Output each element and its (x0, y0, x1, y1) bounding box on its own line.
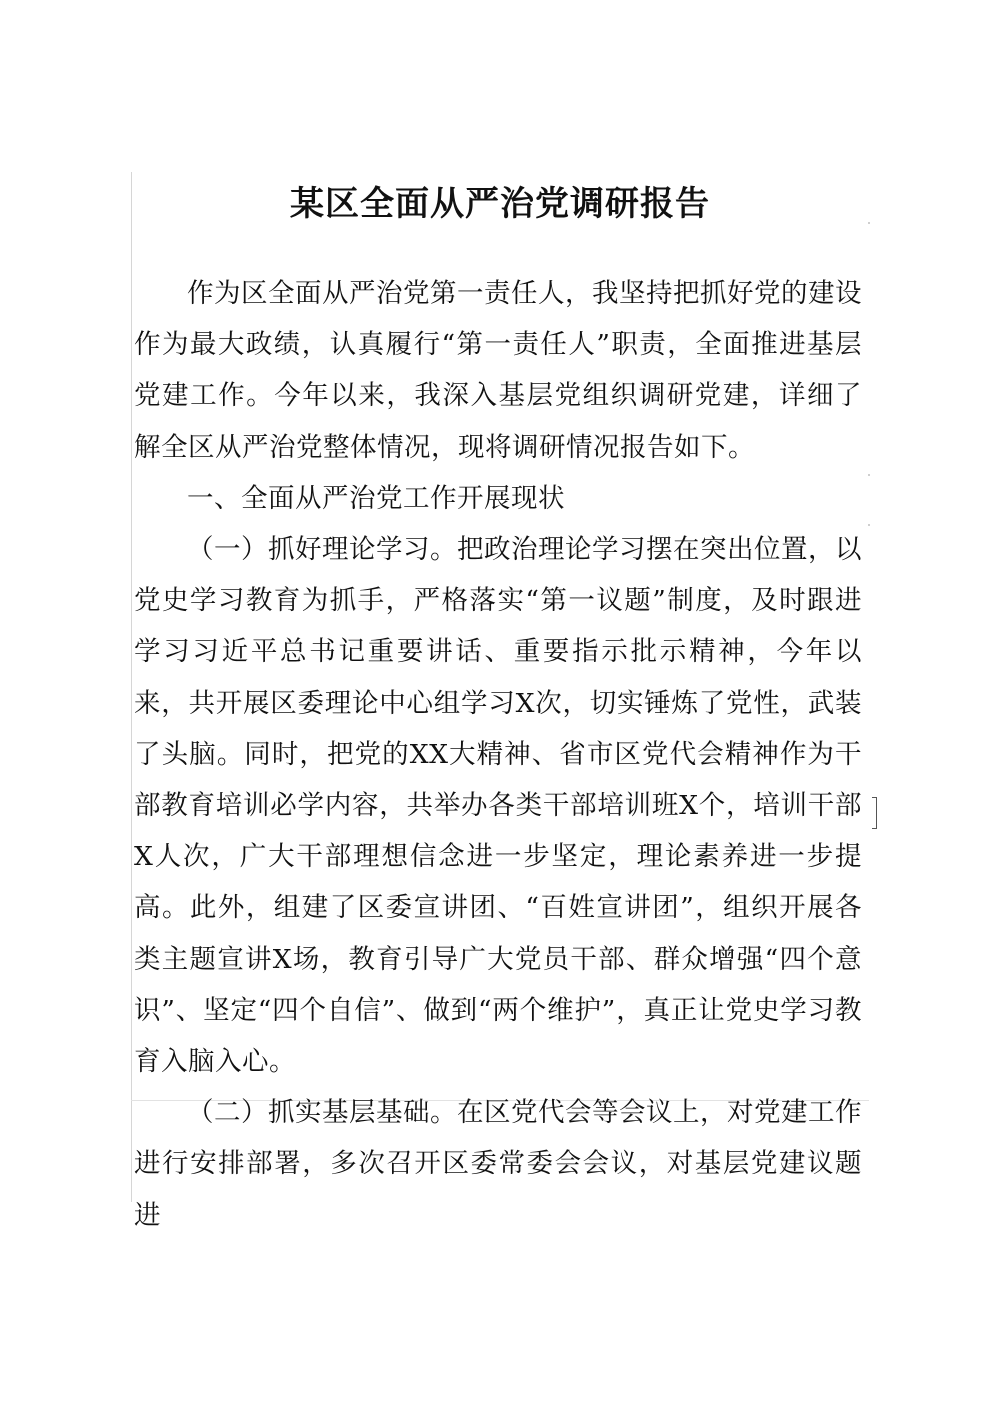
margin-mark (868, 524, 870, 526)
document-title: 某区全面从严治党调研报告 (290, 184, 710, 224)
bracket-mark (872, 797, 877, 829)
margin-mark (868, 474, 870, 476)
section-heading: 一、全面从严治党工作开展现状 (187, 482, 565, 514)
subsection-paragraph-1: （一）抓好理论学习。把政治理论学习摆在突出位置，以党史学习教育为抓手，严格落实“第一议题”制度，及时跟进学习习近平总书记重要讲话、重要指示批示精神，今年以来，共开展区委理论中心组学习X次，切实锤炼了党性，武装了头脑。同时，把党的XX大精神、省市区党代会精神作为干部教育培训必学内容，共举办各类干部培训班X个，培训干部X人次，广大干部理想信念进一步坚定，理论素养进一步提高。此外，组建了区委宣讲团、“百姓宣讲团”，组织开展各类主题宣讲X场，教育引导广大党员干部、群众增强“四个意识”、坚定“四个自信”、做到“两个维护”，真正让党史学习教育入脑入心。 (134, 534, 862, 1078)
intro-paragraph: 作为区全面从严治党第一责任人，我坚持把抓好党的建设作为最大政绩，认真履行“第一责任人”职责，全面推进基层党建工作。今年以来，我深入基层党组织调研党建，详细了解全区从严治党整体情况，现将调研情况报告如下。 (134, 278, 862, 463)
subsection-paragraph-2: （二）抓实基层基础。在区党代会等会议上，对党建工作进行安排部署，多次召开区委常委会会议，对基层党建议题进 (134, 1097, 862, 1231)
document-body (134, 268, 862, 1241)
left-margin-line (131, 172, 132, 1202)
